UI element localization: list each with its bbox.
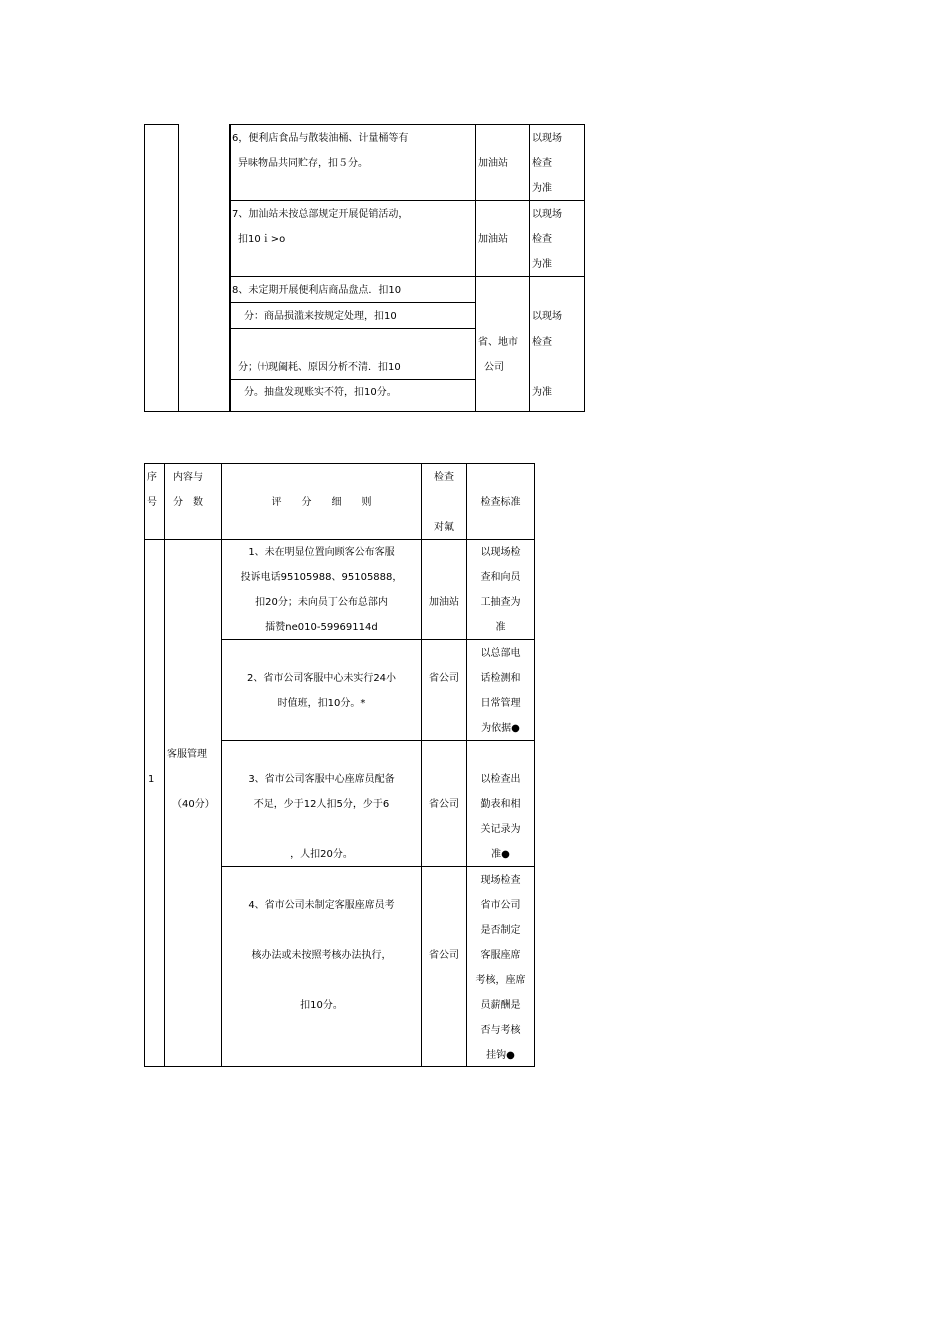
item-4-standard: 员薪酬是 (480, 1000, 521, 1011)
table-1-row-6-standard: 检查 (532, 158, 552, 169)
table-1-border (229, 276, 585, 277)
table-1-row-8-detail: 分：商品损滥来按规定处理，扣10 (244, 311, 397, 322)
header-object: 对氟 (434, 522, 454, 533)
table-2-border (421, 463, 422, 1066)
item-2-detail: 2、省市公司客服中心未实行24小 (246, 673, 397, 684)
item-3-standard: 关记录为 (480, 824, 521, 835)
table-1-row-8-standard: 为准 (532, 387, 552, 398)
item-1-detail: 投诉电话95105988、95105888， (240, 572, 403, 583)
item-3-standard: 以检查出 (480, 774, 521, 785)
table-1-border (144, 411, 585, 412)
header-seq: 序 (147, 472, 157, 483)
table-1-border (475, 124, 476, 412)
header-seq: 号 (147, 497, 157, 508)
table-1-row-7-detail: 7、加汕站未按总部规定开展促销活动， (232, 209, 409, 220)
item-4-detail: 扣10分。 (300, 1000, 343, 1011)
item-4-standard: 现场检查 (480, 875, 521, 886)
item-4-standard: 考核，座席 (475, 975, 526, 986)
table-1-border (229, 302, 476, 303)
item-4-standard: 省市公司 (480, 900, 521, 911)
table-1-border (144, 124, 179, 125)
item-2-standard: 日常管理 (480, 698, 521, 709)
table-1-row-7-detail: 扣10ｉ>o (238, 234, 286, 245)
item-1-detail: 扣20分；未向员丁公布总部内 (255, 597, 388, 608)
item-1-detail: 1、未在明显位置向顾客公布客服 (248, 547, 395, 558)
item-1-object: 加油站 (429, 597, 459, 608)
table-1-row-6-detail: 异味物品共同贮存，扣５分。 (238, 158, 368, 169)
table-1-border (229, 328, 476, 329)
table-1-row-6-detail: 6，便利店食品与散装油桶、计量桶等有 (232, 133, 409, 144)
item-4-standard: 否与考核 (480, 1025, 521, 1036)
table-1-border (229, 379, 476, 380)
table-2-border (164, 463, 165, 1066)
header-object: 检查 (434, 472, 454, 483)
table-1-border (144, 124, 145, 412)
item-1-standard: 以现场检 (480, 547, 521, 558)
item-4-standard: 客服座席 (480, 950, 521, 961)
table-1-row-8-standard: 以现场 (532, 311, 562, 322)
table-2-border (221, 866, 535, 867)
content-title: 客服管理 (167, 749, 207, 760)
item-3-detail: 3、省市公司客服中心座席员配备 (248, 774, 395, 785)
header-detail: 评 分 细 则 (271, 497, 372, 508)
item-4-object: 省公司 (429, 950, 459, 961)
item-2-detail: 时值班，扣10分。* (277, 698, 366, 709)
row-seq: 1 (148, 774, 155, 785)
content-score: （40分） (172, 799, 215, 810)
table-1-border (529, 124, 530, 412)
table-2-border (144, 1066, 535, 1067)
table-2-border (144, 463, 535, 464)
item-4-detail: 核办法或未按照考核办法执行， (251, 950, 392, 961)
table-2-border (144, 539, 535, 540)
table-1-row-6-standard: 以现场 (532, 133, 562, 144)
item-2-standard: 话检测和 (480, 673, 521, 684)
item-3-detail: 不足，少于12人扣5分，少于6 (253, 799, 390, 810)
table-1-row-8-detail: 分。抽盘发现账实不符，扣10分。 (244, 387, 397, 398)
item-4-standard: 是否制定 (480, 925, 521, 936)
item-4-standard: 挂钩● (486, 1050, 515, 1061)
item-2-standard: 以总部电 (480, 648, 521, 659)
item-1-detail: 擂赞ne010-59969114d (265, 622, 378, 633)
table-1-border (229, 124, 585, 125)
item-3-detail: ，人扣20分。 (290, 849, 353, 860)
header-standard: 检查标准 (480, 497, 521, 508)
table-2-border (221, 740, 535, 741)
table-1-row-8-detail: 8、未定期开展便利店商品盘点．扣10 (232, 285, 402, 296)
table-1-row-6-standard: 为准 (532, 183, 552, 194)
table-1-border (229, 124, 231, 412)
table-1-row-7-object: 加油站 (478, 234, 508, 245)
table-1-border (178, 124, 179, 412)
item-3-object: 省公司 (429, 799, 459, 810)
table-1-row-7-standard: 以现场 (532, 209, 562, 220)
table-1-row-8-object: 省、地市 (478, 337, 518, 348)
header-content: 分 数 (173, 497, 203, 508)
table-1-border (229, 200, 585, 201)
item-1-standard: 准 (495, 622, 506, 633)
item-3-standard: 准● (491, 849, 510, 860)
header-content: 内容与 (173, 472, 203, 483)
table-1-row-8-detail: 分；㈩现阖耗、原因分析不清．扣10 (238, 362, 401, 373)
item-1-standard: 查和向员 (480, 572, 521, 583)
table-2-border (534, 463, 535, 1066)
table-2-border (144, 463, 145, 1066)
table-1-row-8-standard: 检查 (532, 337, 552, 348)
item-2-standard: 为依据● (481, 723, 520, 734)
item-1-standard: 工抽查为 (480, 597, 521, 608)
table-2-border (221, 639, 535, 640)
table-1-border (584, 124, 585, 412)
item-2-object: 省公司 (429, 673, 459, 684)
table-1-row-6-object: 加油站 (478, 158, 508, 169)
table-1-row-7-standard: 检查 (532, 234, 552, 245)
table-1-row-7-standard: 为准 (532, 259, 552, 270)
table-1-row-8-object: 公司 (484, 362, 504, 373)
item-3-standard: 勤表和相 (480, 799, 521, 810)
item-4-detail: 4、省市公司未制定客服座席员考 (248, 900, 395, 911)
